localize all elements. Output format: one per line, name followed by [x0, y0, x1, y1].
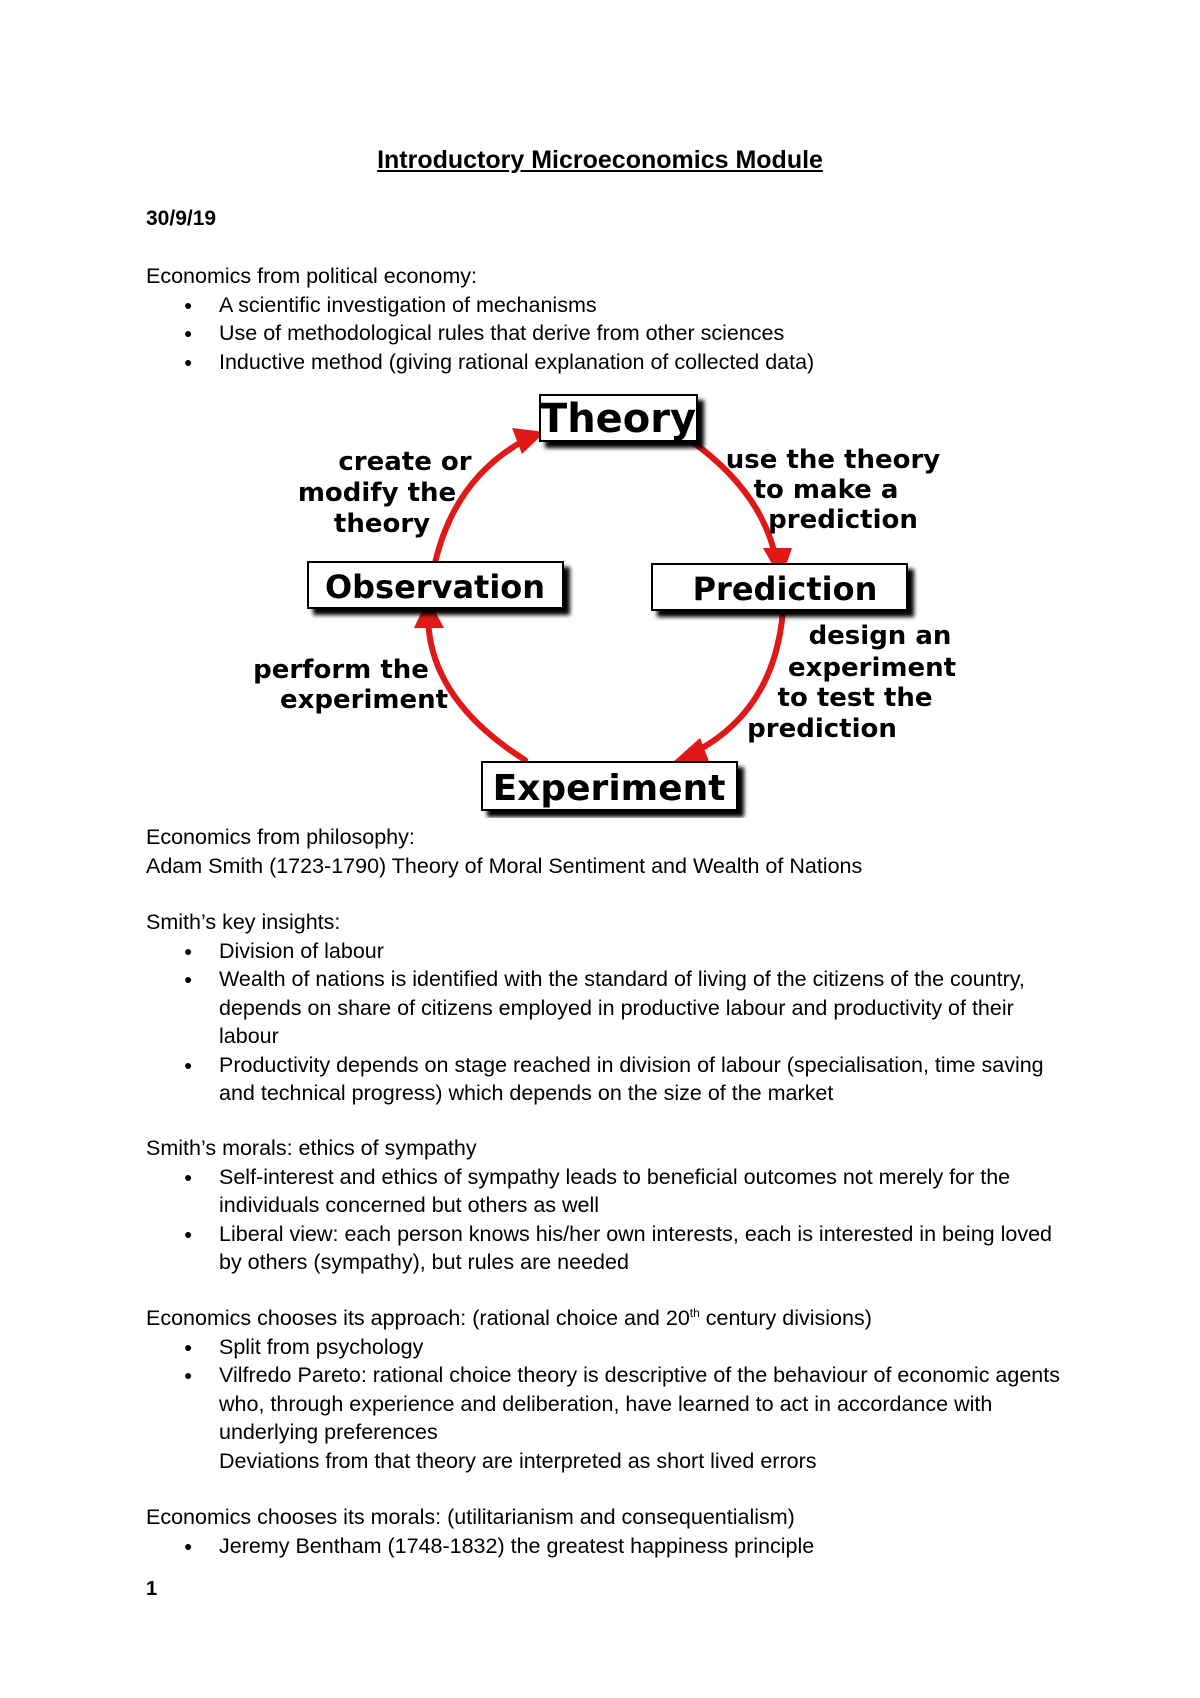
continuation-line: Deviations from that theory are interpreted as short lived errors	[219, 1448, 817, 1473]
svg-text:to test the: to test the	[777, 683, 933, 713]
bullet-list	[146, 1532, 1076, 1561]
bullet-list	[146, 1163, 1076, 1277]
list-item: ● Wealth of nations is identified with the standard of living of the citizens of the country, depends on share of citizens employed in productive labour and productivity of their labour	[146, 965, 1076, 1051]
box-experiment	[482, 762, 737, 810]
svg-text:experiment: experiment	[279, 685, 449, 715]
annotation-perform-experiment	[253, 655, 448, 715]
arrowhead-experiment	[672, 738, 710, 764]
section-approach	[146, 1304, 1076, 1475]
section-philosophy	[146, 823, 1076, 880]
svg-text:design an: design an	[808, 621, 952, 651]
document-date: 30/9/19	[146, 207, 217, 230]
list-item: ● Productivity depends on stage reached in division of labour (specialisation, time saving and technical progress) which depends on the size of the market	[146, 1051, 1076, 1108]
section-heading: Economics from philosophy:	[146, 825, 415, 849]
list-item: ● Jeremy Bentham (1748-1832) the greatest happiness principle	[146, 1532, 1076, 1561]
list-item: ● A scientific investigation of mechanisms	[146, 291, 1076, 320]
list-item: ● Split from psychology	[146, 1333, 1076, 1362]
box-experiment-label: Experiment	[492, 768, 726, 809]
annotation-use-theory	[726, 445, 941, 535]
svg-text:create or: create or	[338, 447, 472, 477]
section-heading: Smith’s key insights:	[146, 910, 341, 934]
list-item: ● Self-interest and ethics of sympathy leads to beneficial outcomes not merely for the individuals concerned but others as well	[146, 1163, 1076, 1220]
section-heading: Economics from political economy:	[146, 264, 477, 288]
svg-text:perform the: perform the	[253, 655, 429, 685]
bullet-list	[146, 937, 1076, 1108]
list-item: ● Liberal view: each person knows his/her own interests, each is interested in being loved by others (sympathy), but rules are needed	[146, 1220, 1076, 1277]
svg-text:modify the: modify the	[297, 478, 457, 508]
section-heading: Economics chooses its morals: (utilitarianism and consequentialism)	[146, 1505, 795, 1529]
section-key-insights	[146, 908, 1076, 1108]
list-item: ● Division of labour	[146, 937, 1076, 966]
list-item: ● Use of methodological rules that derive from other sciences	[146, 319, 1076, 348]
section-heading: Smith’s morals: ethics of sympathy	[146, 1136, 477, 1160]
svg-text:use the theory: use the theory	[725, 445, 941, 475]
document-title: Introductory Microeconomics Module	[377, 146, 823, 174]
section-utilitarianism	[146, 1503, 1076, 1560]
box-prediction-label: Prediction	[692, 570, 878, 608]
svg-text:to make a: to make a	[753, 475, 899, 505]
section-political-economy	[146, 262, 1076, 376]
box-prediction	[652, 564, 907, 610]
list-item: ● Vilfredo Pareto: rational choice theory is descriptive of the behaviour of economic agents who, through experience and deliberation, have learned to act in accordance with underlying preferences	[146, 1361, 1076, 1447]
svg-text:prediction: prediction	[768, 505, 918, 535]
section-heading: Economics chooses its approach: (rational choice and 20th century divisions)	[146, 1305, 872, 1330]
box-theory	[540, 395, 697, 442]
bullet-list	[146, 1333, 1076, 1447]
svg-text:theory: theory	[333, 509, 431, 539]
box-observation	[308, 562, 563, 608]
section-smith-morals	[146, 1134, 1076, 1277]
section-line: Adam Smith (1723-1790) Theory of Moral Sentiment and Wealth of Nations	[146, 853, 863, 878]
bullet-list	[146, 291, 1076, 377]
box-theory-label: Theory	[539, 396, 697, 442]
svg-text:experiment: experiment	[787, 653, 957, 683]
box-observation-label: Observation	[324, 568, 546, 606]
list-item: ● Inductive method (giving rational explanation of collected data)	[146, 348, 1076, 377]
scientific-method-cycle-diagram	[240, 388, 970, 818]
page-number: 1	[146, 1578, 158, 1600]
svg-text:prediction: prediction	[747, 714, 897, 744]
